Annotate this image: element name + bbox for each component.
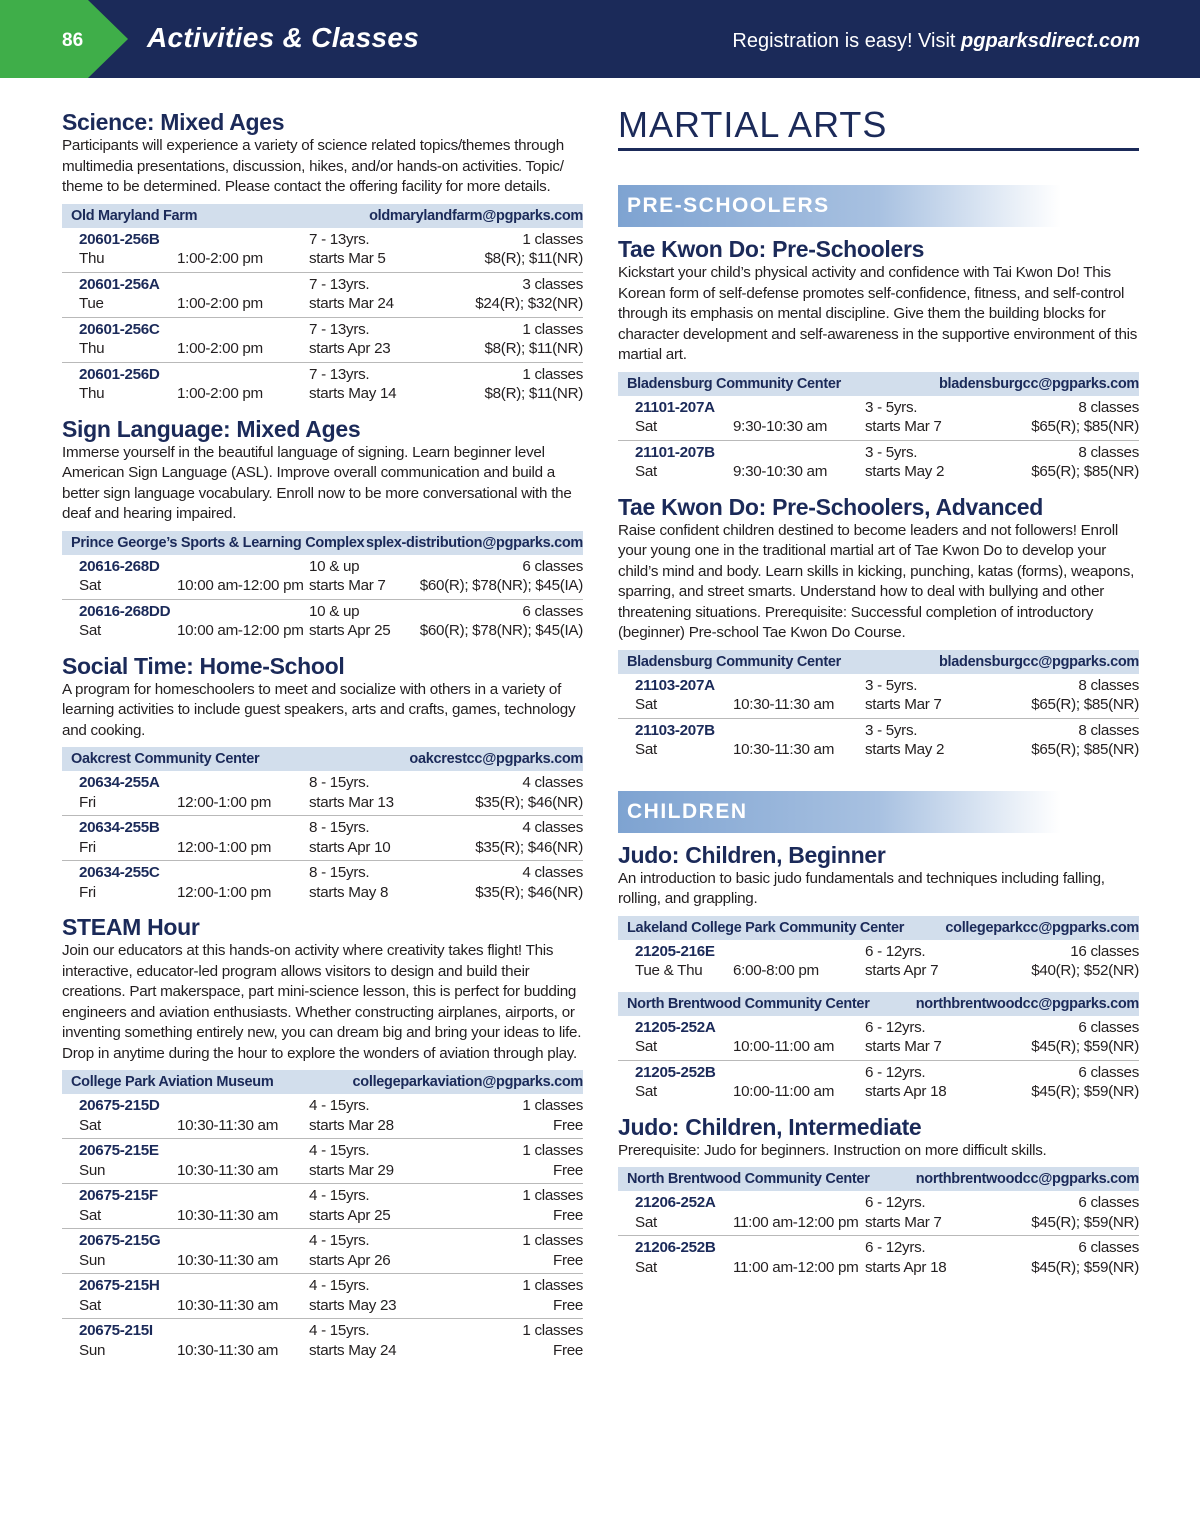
page-number-tab (0, 0, 128, 78)
session-row[interactable] (62, 771, 583, 816)
registration-link[interactable]: pgparksdirect.com (961, 30, 1140, 52)
session-count: 3 classes (522, 275, 583, 293)
session-day: Tue (79, 295, 104, 312)
session-age: 6 - 12yrs. (865, 1018, 926, 1036)
session-age: 8 - 15yrs. (309, 774, 370, 791)
session-age: 4 - 15yrs. (309, 1187, 370, 1204)
facility-bar (618, 992, 1139, 1016)
session-time: 10:30-11:30 am (177, 1116, 279, 1134)
facility-email[interactable]: northbrentwoodcc@pgparks.com (915, 1171, 1139, 1187)
session-time: 10:30-11:30 am (733, 741, 835, 758)
course-section (62, 913, 583, 1363)
facility-email[interactable]: splex-distribution@pgparks.com (365, 534, 583, 551)
session-count: 1 classes (522, 1097, 583, 1114)
session-day: Sun (79, 1341, 106, 1359)
session-day: Sat (635, 463, 657, 480)
session-start: starts May 24 (309, 1341, 397, 1359)
session-fee: $65(R); $85(NR) (1031, 418, 1139, 435)
course-title: Tae Kwon Do: Pre-Schoolers (618, 236, 925, 262)
facility-name: Prince George’s Sports & Learning Complex (71, 534, 365, 551)
session-start: starts Mar 29 (309, 1161, 394, 1179)
session-count: 6 classes (1078, 1239, 1139, 1256)
martial-arts-groups (618, 185, 1139, 1280)
session-age: 3 - 5yrs. (865, 721, 918, 739)
session-code: 20675-215I (79, 1322, 153, 1339)
session-time: 1:00-2:00 pm (177, 295, 263, 312)
session-start: starts Mar 7 (865, 418, 942, 435)
session-row[interactable] (62, 600, 583, 644)
facility-name: Bladensburg Community Center (627, 375, 841, 392)
course-section (618, 841, 1139, 1105)
course-section (62, 415, 583, 644)
session-day: Sat (635, 741, 657, 758)
page-header (0, 0, 1200, 78)
session-code: 20634-255A (79, 774, 160, 791)
course-description: Prerequisite: Judo for beginners. Instruction on more difficult skills. (618, 1141, 1047, 1159)
session-count: 6 classes (522, 602, 583, 620)
session-code: 20675-215D (79, 1097, 160, 1114)
session-time: 9:30-10:30 am (733, 463, 828, 480)
left-column (62, 104, 583, 1371)
session-age: 4 - 15yrs. (309, 1142, 370, 1159)
session-code: 21103-207B (635, 721, 715, 739)
facility-bar (62, 204, 583, 228)
session-row[interactable] (62, 1274, 583, 1319)
session-start: starts Apr 10 (309, 838, 391, 856)
session-age: 3 - 5yrs. (865, 676, 918, 694)
session-day: Sun (79, 1161, 106, 1179)
session-start: starts May 23 (309, 1296, 397, 1314)
session-code: 20601-256C (79, 320, 160, 338)
session-row[interactable] (62, 816, 583, 861)
session-age: 7 - 13yrs. (309, 365, 370, 383)
session-code: 20601-256A (79, 275, 160, 293)
session-row[interactable] (618, 1016, 1139, 1061)
session-row[interactable] (62, 1184, 583, 1229)
session-start: starts Apr 26 (309, 1251, 391, 1269)
facility-bar (618, 916, 1139, 940)
session-day: Sat (79, 1206, 101, 1224)
session-row[interactable] (618, 674, 1139, 719)
session-age: 8 - 15yrs. (309, 819, 370, 836)
facility-name: Bladensburg Community Center (627, 653, 841, 670)
session-code: 20675-215G (79, 1232, 161, 1249)
facility-bar (62, 531, 583, 555)
session-time: 10:30-11:30 am (177, 1341, 279, 1359)
registration-note (732, 30, 1140, 53)
session-row[interactable] (62, 228, 583, 273)
session-code: 21101-207A (635, 398, 715, 416)
session-list (62, 1094, 583, 1363)
session-age: 6 - 12yrs. (865, 1194, 926, 1211)
session-fee: $35(R); $46(NR) (475, 793, 583, 811)
session-count: 6 classes (1078, 1194, 1139, 1211)
facility-email[interactable]: bladensburgcc@pgparks.com (938, 375, 1139, 392)
session-time: 1:00-2:00 pm (177, 250, 263, 267)
session-row[interactable] (62, 1139, 583, 1184)
session-time: 11:00 am-12:00 pm (733, 1258, 859, 1276)
session-code: 20634-255B (79, 819, 160, 836)
session-time: 12:00-1:00 pm (177, 793, 272, 811)
session-time: 10:30-11:30 am (177, 1161, 279, 1179)
session-list (618, 940, 1139, 984)
facility-name: College Park Aviation Museum (71, 1074, 274, 1090)
session-row[interactable] (618, 719, 1139, 763)
course-description: A program for homeschoolers to meet and socialize with others in a variety of learning activities to include guest speakers, arts and crafts, games, technology and cooking. (62, 680, 576, 739)
session-day: Fri (79, 793, 96, 811)
session-age: 8 - 15yrs. (309, 864, 370, 881)
session-time: 10:30-11:30 am (177, 1296, 279, 1314)
session-start: starts Apr 18 (865, 1083, 947, 1100)
session-start: starts Mar 24 (309, 295, 394, 312)
session-list (62, 555, 583, 644)
session-time: 1:00-2:00 pm (177, 340, 263, 357)
session-code: 21205-252B (635, 1063, 716, 1081)
session-fee: Free (552, 1206, 583, 1224)
facility-bar (618, 650, 1139, 674)
facility-name: North Brentwood Community Center (627, 1171, 870, 1187)
course-description: Immerse yourself in the beautiful language of signing. Learn beginner level American Sign Language (ASL). Improve overall communication and build a better sign language vocabulary. Enroll now to be more conversational with the deaf and hearing impaired. (62, 443, 572, 522)
session-count: 1 classes (522, 1277, 583, 1294)
session-code: 20616-268DD (79, 602, 171, 620)
session-day: Tue & Thu (635, 962, 703, 979)
session-day: Fri (79, 883, 96, 901)
session-start: starts May 8 (309, 883, 389, 901)
session-time: 10:30-11:30 am (177, 1251, 279, 1269)
right-column (618, 104, 1139, 1288)
session-count: 8 classes (1078, 676, 1139, 694)
course-title: Tae Kwon Do: Pre-Schoolers, Advanced (618, 493, 1044, 520)
session-fee: Free (552, 1251, 583, 1269)
session-day: Thu (79, 385, 105, 402)
session-age: 3 - 5yrs. (865, 443, 918, 461)
session-count: 6 classes (522, 557, 583, 575)
course-description: Raise confident children destined to become leaders and not followers! Enroll your young one in the traditional martial art of Tae Kwon Do to develop your child’s mind and body. Learn skills in kicking, punching, katas (forms), weapons, sparring, and street smarts. Understand how to deal with bullying and other threatening situations. Prerequisite: Successful completion of introductory (beginner) Pre-school Tae Kwon Do Course. (618, 521, 1135, 641)
session-count: 8 classes (1078, 443, 1139, 461)
registration-prefix: Registration is easy! Visit (732, 30, 962, 52)
course-section (62, 652, 583, 906)
session-age: 10 & up (309, 557, 360, 575)
session-day: Thu (79, 250, 105, 267)
session-count: 1 classes (522, 1322, 583, 1339)
course-description: Kickstart your child’s physical activity and confidence with Tai Kwon Do! This Korean form of self-defense promotes self-confidence, fitness, and self-control through its emphasis on mental discipline. Give them the building blocks for character development and self-awareness in the supportive environment of this martial art. (618, 264, 1138, 363)
session-start: starts Mar 7 (865, 696, 942, 713)
course-description: Participants will experience a variety of science related topics/themes through multimedia presentations, discussion, hikes, and/or hands-on activities. Topic/ theme to be determined. Please contact the offering facility for more details. (62, 137, 564, 195)
session-count: 6 classes (1078, 1018, 1139, 1036)
session-time: 10:00 am-12:00 pm (177, 577, 304, 594)
session-count: 1 classes (522, 320, 583, 338)
session-row[interactable] (62, 861, 583, 905)
session-fee: $45(R); $59(NR) (1031, 1258, 1139, 1276)
age-group-band: PRE-SCHOOLERS (618, 185, 1139, 227)
course-description: Join our educators at this hands-on activity where creativity takes flight! This interactive, educator-led program allows visitors to design and build their creations. Part makerspace, part mini-science lesson, this is perfect for budding engineers and aviation enthusiasts. Whether constructing airplanes, airports, or inventing something entirely new, you can dream big and bring your ideas to life. Drop in anytime during the hour to explore the wonders of aviation through play. (62, 942, 582, 1062)
session-fee: Free (552, 1296, 583, 1314)
facility-name: Oakcrest Community Center (71, 751, 260, 767)
facility-email[interactable]: bladensburgcc@pgparks.com (938, 653, 1139, 670)
section-title: Activities & Classes (147, 22, 420, 53)
session-count: 4 classes (522, 864, 583, 881)
course-section (62, 108, 583, 407)
session-start: starts May 2 (865, 463, 945, 480)
session-fee: $8(R); $11(NR) (484, 385, 583, 402)
course-title: STEAM Hour (62, 914, 200, 940)
session-fee: $45(R); $59(NR) (1031, 1213, 1139, 1231)
session-start: starts Apr 7 (865, 962, 939, 979)
facility-bar (62, 747, 583, 771)
session-row[interactable] (618, 940, 1139, 984)
age-group-band: CHILDREN (618, 791, 1139, 833)
session-time: 10:30-11:30 am (177, 1206, 279, 1224)
session-row[interactable] (62, 318, 583, 363)
session-start: starts May 14 (309, 385, 397, 402)
session-list (62, 228, 583, 407)
session-row[interactable] (62, 1229, 583, 1274)
session-fee: Free (552, 1116, 583, 1134)
session-start: starts May 2 (865, 741, 945, 758)
session-count: 6 classes (1078, 1063, 1139, 1081)
session-row[interactable] (618, 1236, 1139, 1280)
facility-name: Lakeland College Park Community Center (627, 919, 905, 936)
session-age: 6 - 12yrs. (865, 942, 926, 960)
course-section (618, 1113, 1139, 1281)
session-start: starts Mar 7 (865, 1038, 942, 1055)
session-age: 4 - 15yrs. (309, 1232, 370, 1249)
session-count: 1 classes (522, 230, 583, 248)
session-fee: $8(R); $11(NR) (484, 340, 583, 357)
session-age: 7 - 13yrs. (309, 230, 370, 248)
session-fee: $45(R); $59(NR) (1031, 1038, 1139, 1055)
session-fee: $40(R); $52(NR) (1031, 962, 1139, 979)
session-age: 4 - 15yrs. (309, 1097, 370, 1114)
session-code: 21206-252A (635, 1194, 716, 1211)
session-day: Sat (79, 622, 101, 639)
facility-email[interactable]: northbrentwoodcc@pgparks.com (915, 995, 1139, 1012)
session-time: 6:00-8:00 pm (733, 962, 819, 979)
session-age: 6 - 12yrs. (865, 1063, 926, 1081)
session-fee: $35(R); $46(NR) (475, 838, 583, 856)
facility-email[interactable]: oakcrestcc@pgparks.com (409, 751, 583, 767)
session-row[interactable] (618, 396, 1139, 441)
session-start: starts Mar 5 (309, 250, 386, 267)
session-day: Thu (79, 340, 105, 357)
session-age: 4 - 15yrs. (309, 1277, 370, 1294)
session-list (618, 674, 1139, 763)
session-count: 4 classes (522, 819, 583, 836)
session-fee: $24(R); $32(NR) (475, 295, 583, 312)
session-age: 3 - 5yrs. (865, 398, 918, 416)
course-title: Science: Mixed Ages (62, 109, 285, 135)
session-row[interactable] (618, 1061, 1139, 1105)
session-list (618, 1191, 1139, 1280)
session-start: starts Mar 28 (309, 1116, 394, 1134)
session-time: 9:30-10:30 am (733, 418, 828, 435)
course-title: Judo: Children, Intermediate (618, 1113, 922, 1140)
facility-name: Old Maryland Farm (71, 207, 198, 224)
course-section (618, 235, 1139, 485)
session-day: Sat (79, 1116, 101, 1134)
session-start: starts Mar 7 (309, 577, 386, 594)
course-title: Judo: Children, Beginner (618, 841, 886, 868)
session-day: Sat (635, 1258, 657, 1276)
session-age: 10 & up (309, 602, 360, 620)
session-time: 11:00 am-12:00 pm (733, 1213, 859, 1231)
session-day: Fri (79, 838, 96, 856)
facility-email[interactable]: collegeparkcc@pgparks.com (945, 919, 1139, 936)
martial-arts-heading: MARTIAL ARTS (618, 104, 1139, 151)
session-code: 21205-216E (635, 942, 715, 960)
session-time: 10:00 am-12:00 pm (177, 622, 304, 639)
session-count: 8 classes (1078, 398, 1139, 416)
session-day: Sat (79, 577, 101, 594)
session-row[interactable] (618, 1191, 1139, 1236)
session-age: 4 - 15yrs. (309, 1322, 370, 1339)
session-age: 7 - 13yrs. (309, 320, 370, 338)
course-description: An introduction to basic judo fundamentals and techniques including falling, rolling, and grappling. (618, 869, 1105, 907)
course-title: Sign Language: Mixed Ages (62, 415, 361, 442)
session-count: 1 classes (522, 1142, 583, 1159)
session-fee: $45(R); $59(NR) (1031, 1083, 1139, 1100)
session-fee: $65(R); $85(NR) (1031, 696, 1139, 713)
session-list (618, 1016, 1139, 1105)
facility-bar (618, 1167, 1139, 1191)
session-day: Sat (635, 696, 657, 713)
session-day: Sat (635, 1083, 657, 1100)
session-time: 12:00-1:00 pm (177, 838, 272, 856)
facility-name: North Brentwood Community Center (627, 995, 870, 1012)
session-start: starts Apr 25 (309, 1206, 391, 1224)
session-time: 12:00-1:00 pm (177, 883, 272, 901)
session-day: Sat (635, 1213, 657, 1231)
session-fee: $8(R); $11(NR) (484, 250, 583, 267)
course-title: Social Time: Home-School (62, 652, 345, 679)
session-start: starts Apr 18 (865, 1258, 947, 1276)
session-count: 8 classes (1078, 721, 1139, 739)
session-age: 7 - 13yrs. (309, 275, 370, 293)
session-fee: $65(R); $85(NR) (1031, 463, 1139, 480)
session-count: 1 classes (522, 1187, 583, 1204)
session-code: 21205-252A (635, 1018, 716, 1036)
session-fee: Free (552, 1161, 583, 1179)
page-number: 86 (62, 30, 84, 51)
facility-email[interactable]: collegeparkaviation@pgparks.com (352, 1074, 583, 1090)
session-row[interactable] (62, 273, 583, 318)
session-code: 20601-256B (79, 230, 160, 248)
session-day: Sat (79, 1296, 101, 1314)
session-day: Sun (79, 1251, 106, 1269)
session-code: 20616-268D (79, 557, 160, 575)
session-count: 4 classes (522, 774, 583, 791)
session-time: 10:00-11:00 am (733, 1038, 835, 1055)
session-start: starts Mar 13 (309, 793, 394, 811)
session-day: Sat (635, 1038, 657, 1055)
session-row[interactable] (62, 1094, 583, 1139)
session-code: 20675-215H (79, 1277, 160, 1294)
session-code: 20675-215E (79, 1142, 159, 1159)
course-section (618, 493, 1139, 763)
session-start: starts Apr 23 (309, 340, 391, 357)
session-row[interactable] (62, 1319, 583, 1363)
session-code: 20634-255C (79, 864, 160, 881)
session-start: starts Mar 7 (865, 1213, 942, 1231)
session-row[interactable] (618, 441, 1139, 485)
session-code: 21103-207A (635, 676, 715, 694)
session-code: 20675-215F (79, 1187, 158, 1204)
session-code: 21101-207B (635, 443, 715, 461)
session-code: 21206-252B (635, 1239, 716, 1256)
session-fee: $60(R); $78(NR); $45(IA) (419, 622, 583, 639)
facility-bar (62, 1070, 583, 1094)
session-fee: $60(R); $78(NR); $45(IA) (419, 577, 583, 594)
session-code: 20601-256D (79, 365, 160, 383)
facility-bar (618, 372, 1139, 396)
facility-email[interactable]: oldmarylandfarm@pgparks.com (369, 207, 583, 224)
session-age: 6 - 12yrs. (865, 1239, 926, 1256)
session-time: 10:00-11:00 am (733, 1083, 835, 1100)
session-day: Sat (635, 418, 657, 435)
session-fee: $35(R); $46(NR) (475, 883, 583, 901)
session-row[interactable] (62, 555, 583, 600)
session-time: 10:30-11:30 am (733, 696, 835, 713)
session-count: 1 classes (522, 365, 583, 383)
session-count: 16 classes (1070, 942, 1139, 960)
session-time: 1:00-2:00 pm (177, 385, 263, 402)
session-count: 1 classes (522, 1232, 583, 1249)
session-row[interactable] (62, 363, 583, 407)
session-start: starts Apr 25 (309, 622, 391, 639)
session-fee: $65(R); $85(NR) (1031, 741, 1139, 758)
session-list (618, 396, 1139, 485)
session-list (62, 771, 583, 905)
session-fee: Free (552, 1341, 583, 1359)
